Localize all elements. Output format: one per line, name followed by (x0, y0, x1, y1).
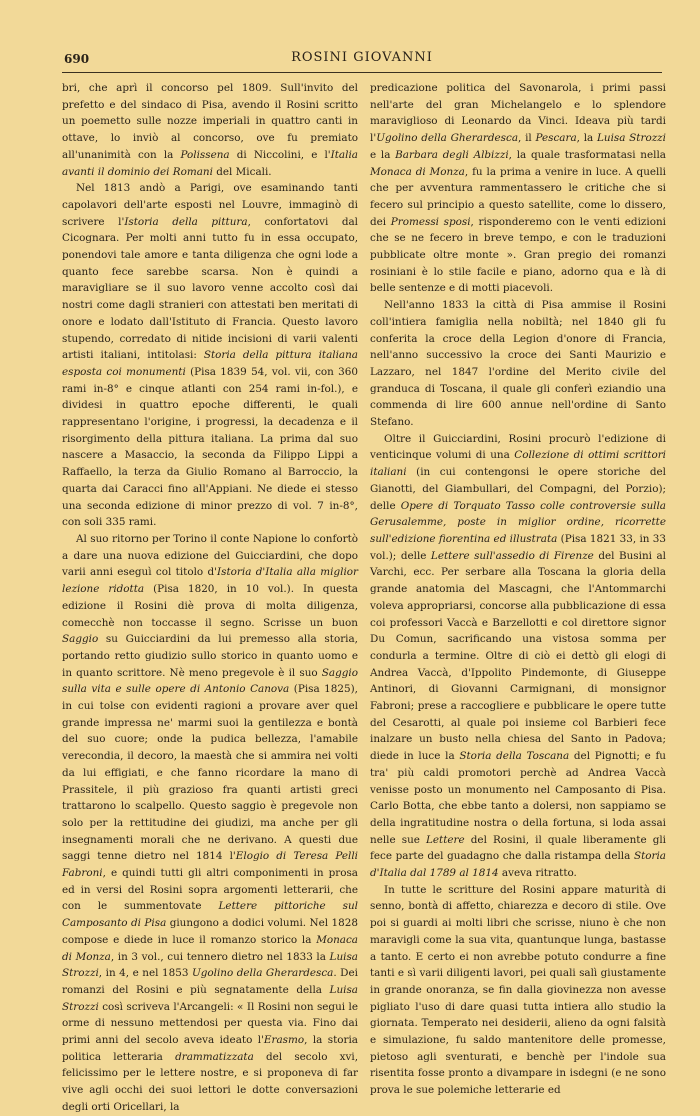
paragraph-text: . Dei romanzi del Rosini e più segnatamente della (62, 967, 358, 996)
paragraph-text: , la (576, 132, 597, 145)
italic-title-text: Collezione di ottimi scrittori italiani (370, 449, 666, 479)
left-column (62, 80, 359, 1113)
page-header (62, 48, 662, 70)
paragraph-text: del Micali. (212, 165, 272, 178)
paragraph-text: di Niccolini, e l' (229, 148, 331, 161)
paragraph-text: su Guicciardini da lui premesso alla storia, portando retto giudizio sullo storico in quanto uomo e in quanto scrittore. Nè meno pregevole è il suo (62, 633, 358, 679)
paragraph-text: predicazione politica del Savonarola, i primi passi nell'arte del gran Michelangelo e lo splendore maraviglioso di Leonardo da Vinci. Ideava più tardi l' (370, 82, 666, 145)
paragraph-text: Al suo ritorno per Torino il conte Napione lo confortò a dare una nuova edizione del Guicciardini, che dopo varii anni eseguì col titolo d' (62, 532, 358, 579)
italic-title-text: Lettere pittoriche sul Camposanto di Pisa (62, 900, 359, 930)
paragraph-text: , e quindi tutti gli altri componimenti in prosa ed in versi del Rosini sopra argomenti letterarii, che con le summentovate (62, 867, 358, 913)
paragraph-text: bri, che aprì il concorso pel 1809. Sull'invito del prefetto e del sindaco di Pisa, avendo il Rosini scritto un poemetto sulle nozze imperiali in quattro canti in ottave, lo inviò al concorso, ove fu premiato all'unanimità con la (62, 82, 358, 161)
italic-title-text: Opere di Torquato Tasso colle controversie sulla Gerusalemme, poste in miglior ordine, ricorrette sull'edizione fiorentina ed illustrata (370, 499, 666, 545)
right-column (370, 80, 667, 1097)
italic-title-text: Storia della pittura italiana esposta coi monumenti (62, 349, 358, 378)
paragraph-text: (Pisa 1820, in 10 vol.). In questa edizione il Rosini diè prova di molta diligenza, comecchè non toccasse il segno. Scrisse un buon (62, 583, 358, 629)
paragraph-text: Nell'anno 1833 la città di Pisa ammise il Rosini coll'intiera famiglia nella nobiltà; nel 1840 gli fu conferita la croce della Legion d'onore di Francia, nell'anno successivo la croce dei Santi Maurizio e Lazzaro, nel 1847 l'ordine del Merito civile del granduca di Toscana, il quale gli conferì eziandio una commenda di lire 600 annue nell'ordine di Santo Stefano. (370, 299, 666, 429)
italic-title-text: Monaca di Monza (62, 933, 358, 963)
header-rule (62, 72, 662, 73)
paragraph-text: (Pisa 1825), in cui tolse con evidenti ragioni a provare aver quel grande impressa ne' marmi suoi la gentilezza e bontà del suo cuore; onde la pudica bellezza, l'amabile verecondia, il decoro, la maestà che si ammira nei volti da lui effigiati, e che fanno ricordare la mano di Prassitele, il più grazioso fra quanti artisti greci trattarono lo scalpello. Questo saggio è pregevole non solo per la rettitudine dei giudizi, ma anche per gli insegnamenti morali che ne derivano. A questi due saggi tenne dietro nel 1814 l' (62, 683, 358, 863)
italic-title-text: Polissena (180, 148, 230, 161)
paragraph (62, 531, 358, 1116)
italic-title-text: Luisa Strozzi (62, 983, 358, 1013)
running-title: ROSINI GIOVANNI (291, 50, 433, 65)
italic-title-text: Elogio di Teresa Pelli Fabroni (62, 850, 358, 880)
italic-title-text: drammatizzata (175, 1050, 254, 1063)
italic-title-text: Ugolino della Gherardesca (376, 132, 519, 145)
italic-title-text: Pescara (535, 132, 577, 145)
paragraph-text: Oltre il Guicciardini, Rosini procurò l'edizione di venticinque volumi di una (370, 432, 666, 462)
italic-title-text: Luisa Strozzi (62, 950, 358, 980)
paragraph-text: (in cui contengonsi le opere storiche del Gianotti, del Giambullari, del Compagni, del Porzio); delle (370, 466, 666, 512)
paragraph-text: , fu la prima a venire in luce. A quelli che per avventura rammentassero le critiche che si fecero sul principio a questo satellite, come lo dissero, dei (370, 165, 667, 228)
paragraph (62, 180, 358, 531)
paragraph-text: del secolo xvi, felicissimo per le lettere nostre, e si proponeva di far vive agli occhi dei suoi lettori le dotte conversazioni degli orti Oricellari, la (62, 1050, 358, 1113)
paragraph (370, 297, 666, 431)
italic-title-text: Luisa Strozzi (596, 132, 666, 145)
paragraph-text: aveva ritratto. (498, 867, 577, 880)
italic-title-text: Italia avanti il dominio dei Romani (62, 148, 358, 178)
paragraph-text: , in 3 vol., cui tennero dietro nel 1833 la (110, 950, 330, 963)
paragraph-text: , il (518, 132, 536, 145)
paragraph-text: così scriveva l'Arcangeli: « Il Rosini non segui le orme di nessuno mettendosi per questa via. Fino dai primi anni del secolo aveva ideato l' (62, 1000, 358, 1047)
paragraph-text: del Pignotti; e fu tra' più caldi promotori perchè ad Andrea Vaccà venisse posto un monumento nel Camposanto di Pisa. Carlo Botta, che ebbe tanto a dolersi, non sappiamo se della ingratitudine nostra o della fortuna, si loda assai nelle sue (370, 750, 666, 846)
paragraph-text: Nel 1813 andò a Parigi, ove esaminando tanti capolavori dell'arte esposti nel Louvre, immaginò di scrivere l' (62, 182, 358, 228)
paragraph-text: (Pisa 1839 54, vol. vii, con 360 rami in-8° e cinque atlanti con 254 rami in-fol.), e dividesi in quattro epoche differenti, le quali rappresentano l'origine, i progressi, la decadenza e il risorgimento della pittura italiana. La prima dal suo nascere a Masaccio, la seconda da Filippo Lippi a Raffaello, la terza da Giulio Romano al Barroccio, la quarta dai Caracci fino all'Appiani. Ne diede ei stesso una seconda edizione di minor prezzo di vol. 7 in-8°, con soli 335 rami. (62, 365, 358, 529)
paragraph-text: giungono a dodici volumi. Nel 1828 compose e diede in luce il romanzo storico la (62, 917, 358, 946)
paragraph-text: (Pisa 1821 33, in 33 vol.); delle (370, 532, 666, 562)
paragraph-text: , la storia politica letteraria (62, 1034, 358, 1063)
paragraph-text: e la (370, 148, 396, 161)
italic-title-text: Monaca di Monza (370, 165, 465, 178)
paragraph-text: , in 4, e nel 1853 (98, 967, 192, 980)
italic-title-text: Erasmo (263, 1034, 305, 1047)
paragraph (62, 80, 358, 180)
italic-title-text: Promessi sposi (390, 215, 471, 228)
italic-title-text: Ugolino della Gherardesca (191, 967, 334, 980)
italic-title-text: Istoria della pittura (124, 215, 248, 228)
paragraph-text: , la quale trasformatasi nella (508, 148, 666, 161)
italic-title-text: Saggio sulla vita e sulle opere di Antonio Canova (62, 666, 358, 696)
italic-title-text: Saggio (62, 633, 99, 646)
paragraph-text: , risponderemo con le venti edizioni che se ne fecero in breve tempo, e con le traduzioni pubblicate oltre monte ». Gran pregio dei romanzi rosiniani è lo stile facile e piano, adorno qua e là di belle sentenze e di motti piacevoli. (370, 215, 666, 295)
paragraph (370, 431, 666, 882)
paragraph (370, 882, 666, 1099)
paragraph-text: del Busini al Varchi, ecc. Per serbare alla Toscana la gloria della grande anatomia del Mascagni, che l'Antommarchi voleva appropriarsi, concorse alla pubblicazione di essa coi professori Vaccà e Barzellotti e col direttore signor Du Comun, sacrificando una vistosa somma per condurla a termine. Oltre di ciò ei dettò gli elogi di Andrea Vaccà, d'Ippolito Pindemonte, di Giuseppe Antinori, di Giovanni Carmignani, di monsignor Fabroni; prese a raccogliere e pubblicare le opere tutte del Cesarotti, al quale poi insieme col Barbieri fece inalzare un busto nella chiesa del Santo in Padova; diede in luce la (370, 549, 666, 763)
page-number: 690 (64, 52, 90, 66)
italic-title-text: Istoria d'Italia alla miglior lezione ridotta (62, 566, 358, 596)
italic-title-text: Storia della Toscana (459, 750, 570, 763)
paragraph-text: del Rosini, il quale liberamente gli fece parte del guadagno che dalla ristampa della (370, 833, 666, 863)
italic-title-text: Lettere (426, 833, 465, 846)
paragraph-text: , confortatovi dal Cicognara. Per molti anni tutto fu in essa occupato, ponendovi tale amore e tanta diligenza che ogni lode a quanto fece sarebbe scarsa. Non è quindi a maravigliare se il suo lavoro venne accolto così dai nostri come dagli stranieri con attestati ben meritati di onore e lodato dall'Istituto di Francia. Questo lavoro stupendo, corredato di nitide incisioni di varii valenti artisti italiani, intitolasi: (62, 215, 358, 362)
italic-title-text: Storia d'Italia dal 1789 al 1814 (370, 850, 666, 880)
italic-title-text: Lettere sull'assedio di Firenze (430, 549, 594, 562)
italic-title-text: Barbara degli Albizzi (395, 148, 509, 161)
paragraph (370, 80, 666, 297)
paragraph-text: In tutte le scritture del Rosini appare maturità di senno, bontà di affetto, chiarezza e decoro di stile. Ove poi si guardi ai molti libri che scrisse, niuno è che non maravigli come la sua vita, quantunque lunga, bastasse a tanto. E certo ei non avrebbe potuto condurre a fine tanti e sì varii diligenti lavori, pei quali salì giustamente in grande onoranza, se fin dalla giovinezza non avesse pigliato l'uso di dare quasi tutta intiera allo studio la giornata. Temperato nei desiderii, alieno da ogni falsità e simulazione, fu saldo mantenitore delle promesse, pietoso agli sventurati, e benchè per l'indole sua risentita fosse pronto a divampare in isdegni (e ne sono prova le sue polemiche letterarie ed (370, 883, 666, 1097)
